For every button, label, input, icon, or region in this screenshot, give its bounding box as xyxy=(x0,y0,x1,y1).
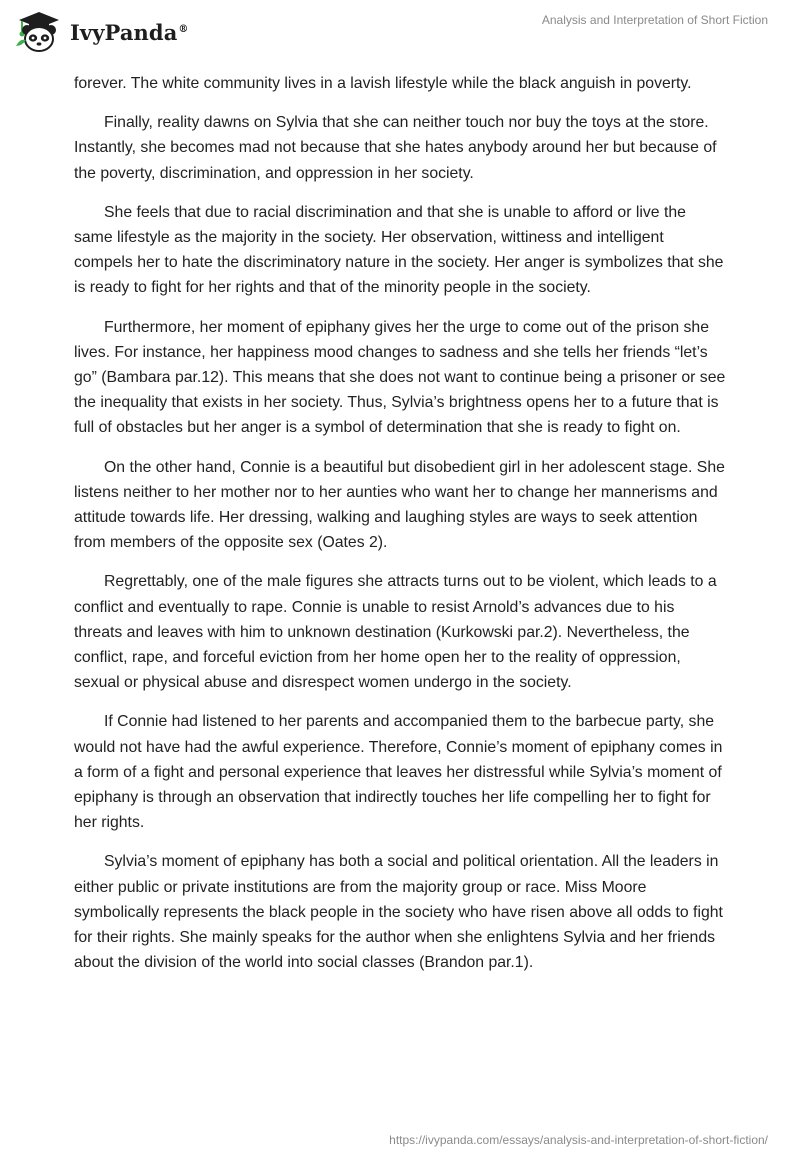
ivypanda-logo[interactable] xyxy=(14,10,189,52)
paragraph-2: Finally, reality dawns on Sylvia that she can neither touch nor buy the toys at the store. Instantly, she becomes mad not because that she hates anybody around her but because of the poverty, discrimination, and oppression in her society. xyxy=(74,114,717,182)
source-url-link[interactable]: https://ivypanda.com/essays/analysis-and-interpretation-of-short-fiction/ xyxy=(389,1133,768,1147)
panda-graduate-logo-icon xyxy=(14,10,64,52)
paragraph-5: On the other hand, Connie is a beautiful but disobedient girl in her adolescent stage. She listens neither to her mother nor to her aunties who want her to change her mannerisms and attitude towards life. Her dressing, walking and laughing styles are ways to seek attention from members of the opposite sex (Oates 2). xyxy=(74,458,725,552)
brand-name: IvyPanda® xyxy=(70,19,189,45)
paragraph-1: forever. The white community lives in a lavish lifestyle while the black anguish in poverty. xyxy=(74,75,692,92)
page-header xyxy=(0,0,800,62)
paragraph-6: Regrettably, one of the male figures she attracts turns out to be violent, which leads to a conflict and eventually to rape. Connie is unable to resist Arnold’s advances due to his threats and leaves with him to unknown destination (Kurkowski par.2). Nevertheless, the conflict, rape, and forceful eviction from her home open her to the reality of oppression, sexual or physical abuse and disrespect women undergo in the society. xyxy=(74,573,717,692)
registered-mark: ® xyxy=(178,23,189,35)
paragraph-3: She feels that due to racial discrimination and that she is unable to afford or live the same lifestyle as the majority in the society. Her observation, wittiness and intelligent compels her to hate the discriminatory nature in the society. Her anger is symbolizes that she is ready to fight for her rights and that of the minority people in the society. xyxy=(74,203,724,297)
document-title: Analysis and Interpretation of Short Fiction xyxy=(541,13,768,27)
paragraph-4: Furthermore, her moment of epiphany gives her the urge to come out of the prison she lives. For instance, her happiness mood changes to sadness and she tells her friends “let’s go” (Bambara par.12). This means that she does not want to continue being a prisoner or see the inequality that exists in her society. Thus, Sylvia’s brightness opens her to a future that is full of obstacles but her anger is a symbol of determination that she is ready to fight on. xyxy=(74,318,726,437)
paragraph-8: Sylvia’s moment of epiphany has both a social and political orientation. All the leaders in either public or private institutions are from the majority group or race. Miss Moore symbolically represents the black people in the society who have risen above all odds to fight for their rights. She mainly speaks for the author when she enlightens Sylvia and her friends about the division of the world into social classes (Brandon par.1). xyxy=(74,853,723,972)
paragraph-7: If Connie had listened to her parents and accompanied them to the barbecue party, she would not have had the awful experience. Therefore, Connie’s moment of epiphany comes in a form of a fight and personal experience that leaves her distressful while Sylvia’s moment of epiphany is through an observation that indirectly touches her life compelling her to fight for her rights. xyxy=(74,713,723,832)
essay-body xyxy=(74,71,726,990)
